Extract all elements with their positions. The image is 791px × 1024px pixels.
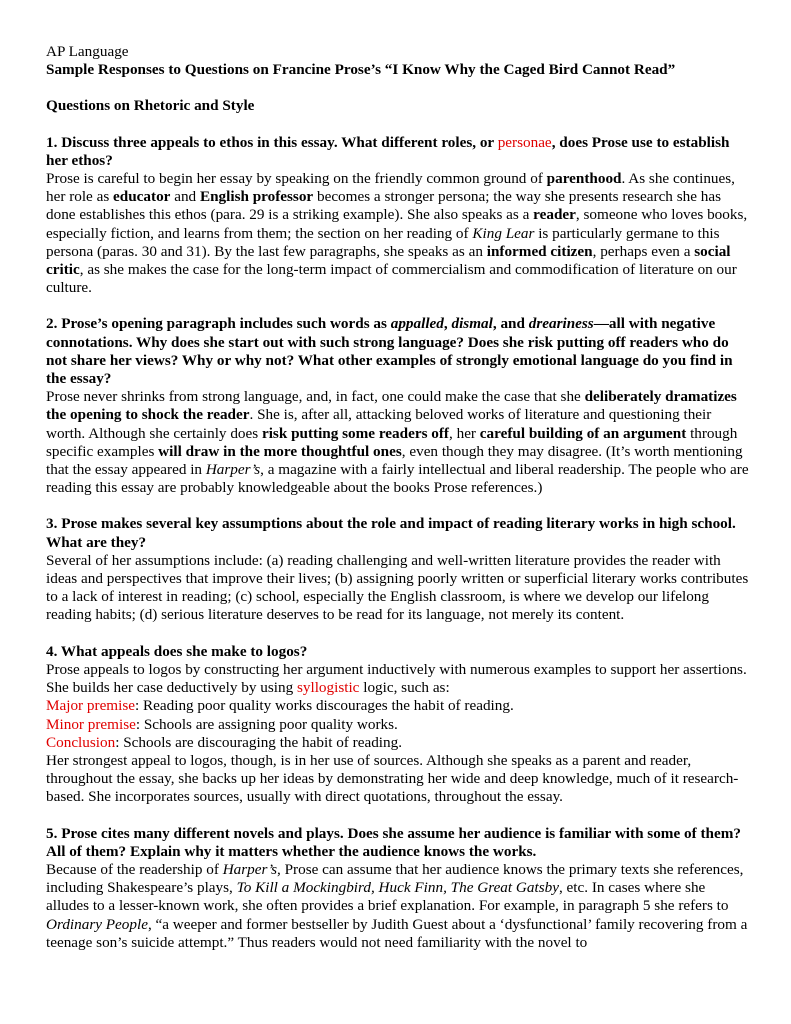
spacer — [46, 79, 751, 97]
spacer — [46, 807, 751, 825]
answer-1: Prose is careful to begin her essay by speaking on the friendly common ground of parenthood. As she continues, her role as educator and English professor becomes a stronger persona; the way she presents research she has done establishes this ethos (para. 29 is a striking example). She also speaks as a reader, someone who loves books, especially fiction, and learns from them; the section on her reading of King Lear is particularly germane to this persona (paras. 30 and 31). By the last few paragraphs, she speaks as an informed citizen, perhaps even a social critic, as she makes the case for the long-term impact of commercialism and commodification of literature on our culture. — [46, 170, 748, 297]
question-5: 5. Prose cites many different novels and plays. Does she assume her audience is familiar with some of them? All of them? Explain why it matters whether the audience knows the works. — [46, 824, 741, 860]
answer-4-intro: Prose appeals to logos by constructing her argument inductively with numerous examples to support her assertions. She builds her case deductively by using syllogistic logic, such as: — [46, 660, 747, 697]
spacer — [46, 297, 751, 315]
major-premise: Major premise: Reading poor quality works discourages the habit of reading. — [46, 697, 514, 715]
question-3: 3. Prose makes several key assumptions about the role and impact of reading literary works in high school. What are they? — [46, 515, 736, 551]
answer-3: Several of her assumptions include: (a) reading challenging and well-written literature provides the reader with ideas and perspectives that improve their lives; (b) assigning poorly written or superficial literary works contributes to a lack of interest in reading; (c) school, especially the English classroom, is where we develop our lifelong reading habits; (d) serious literature deserves to be read for its language, not merely its content. — [46, 551, 749, 624]
term-personae: personae — [497, 133, 552, 151]
answer-2: Prose never shrinks from strong language, and, in fact, one could make the case that she deliberately dramatizes the opening to shock the reader. She is, after all, attacking beloved works of literature and questioning their worth. Although she certainly does risk putting some readers off, her careful building of an argument through specific examples will draw in the more thoughtful ones, even though they may disagree. (It’s worth mentioning that the essay appeared in Harper’s, a magazine with a fairly intellectual and liberal readership. The people who are reading this essay are probably knowledgeable about the books Prose references.) — [46, 388, 749, 497]
document-title: Sample Responses to Questions on Francine Prose’s “I Know Why the Caged Bird Cannot Read” — [46, 61, 676, 79]
minor-premise: Minor premise: Schools are assigning poor quality works. — [46, 715, 398, 733]
course-name: AP Language — [46, 43, 129, 60]
term-syllogistic: syllogistic — [296, 679, 360, 697]
section-heading: Questions on Rhetoric and Style — [46, 97, 255, 115]
spacer — [46, 625, 751, 643]
spacer — [46, 497, 751, 515]
question-4: 4. What appeals does she make to logos? — [46, 642, 308, 660]
question-2: 2. Prose’s opening paragraph includes such words as appalled, dismal, and dreariness—all with negative connotations. Why does she start out with such strong language? Does she risk putting off readers who do not share her views? Why or why not? What other examples of strongly emotional language do you find in the essay? — [46, 315, 733, 388]
spacer — [46, 116, 751, 134]
conclusion: Conclusion: Schools are discouraging the habit of reading. — [46, 733, 403, 751]
answer-5: Because of the readership of Harper’s, Prose can assume that her audience knows the primary texts she references, including Shakespeare’s plays, To Kill a Mockingbird, Huck Finn, The Great Gatsby, etc. In cases where she alludes to a lesser-known work, she often provides a brief explanation. For example, in paragraph 5 she refers to Ordinary People, “a weeper and former bestseller by Judith Guest about a ‘dysfunctional’ family recovering from a teenage son’s suicide attempt.” Thus readers would not need familiarity with the novel to — [46, 860, 748, 951]
question-1: 1. Discuss three appeals to ethos in this essay. What different roles, or personae, does Prose use to establish her ethos? — [46, 133, 730, 169]
answer-4-sources: Her strongest appeal to logos, though, is in her use of sources. Although she speaks as a parent and reader, throughout the essay, she backs up her ideas by demonstrating her wide and deep knowledge, much of it research-based. She incorporates sources, usually with direct quotations, throughout the essay. — [46, 751, 739, 806]
